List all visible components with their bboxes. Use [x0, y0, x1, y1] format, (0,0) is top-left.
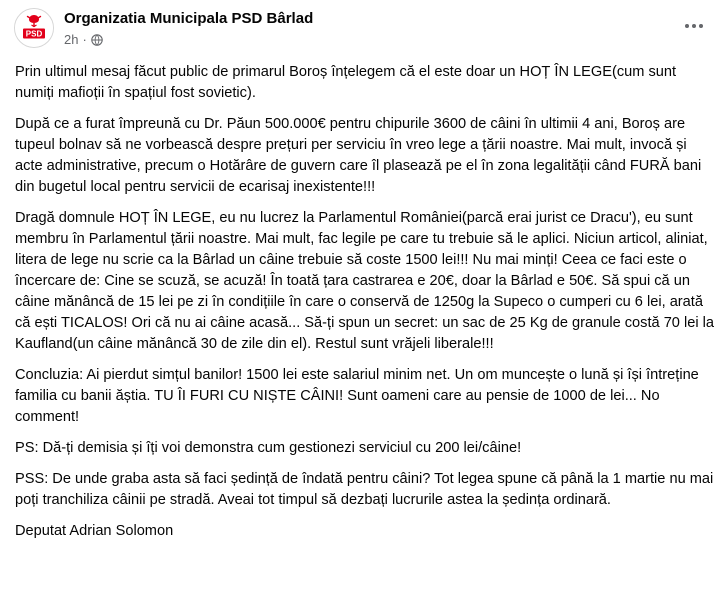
post-time[interactable]: 2h — [64, 32, 79, 47]
more-options-button[interactable] — [682, 14, 706, 38]
post-meta — [64, 32, 103, 47]
post-body — [15, 62, 715, 552]
post-header — [14, 8, 714, 52]
page-name[interactable]: Organizatia Municipala PSD Bârlad — [64, 10, 314, 27]
post-paragraph: PS: Dă-ți demisia și îți voi demonstra cum gestionezi serviciul cu 200 lei/câine! — [15, 440, 522, 456]
post-paragraph: Concluzia: Ai pierdut simțul banilor! 1500 lei este salariul minim net. Un om muncește o lună și își întreține familia cu banii ăștia. TU ÎI FURI CU NIȘTE CÂINI! Sunt oameni care au pensie de 1000 de lei... No comment! — [15, 367, 699, 425]
meta-separator: · — [82, 32, 87, 47]
globe-icon[interactable] — [91, 34, 103, 46]
psd-rose-logo-icon — [15, 9, 53, 47]
avatar-text: PSD — [25, 29, 43, 39]
post-paragraph: După ce a furat împreună cu Dr. Păun 500.000€ pentru chipurile 3600 de câini în ultimii 4 ani, Boroș are tupeul bolnav să ne vorbească despre prețuri per serviciu în vreo lege a țării noastre. Mai mult, invocă și acte administrative, precum o Hotărâre de guvern care îl plasează pe el în zona legalității când FURĂ bani din bugetul local pentru servicii de ecarisaj inexistente!!! — [15, 116, 702, 195]
more-options-icon — [684, 23, 704, 29]
post-signature: Deputat Adrian Solomon — [15, 523, 174, 539]
post-paragraph: PSS: De unde graba asta să faci ședință de îndată pentru câini? Tot legea spune că până la 1 martie nu mai poți tranchiliza câinii pe stradă. Aveai tot timpul să dezbați lucrurile astea la ședința ordinară. — [15, 471, 714, 508]
post-paragraph: Dragă domnule HOȚ ÎN LEGE, eu nu lucrez la Parlamentul României(parcă erai jurist ce Dracu'), eu sunt membru în Parlamentul țării noastre. Mai mult, fac legile pe care tu trebuie să le aplici. Niciun articol, aliniat, litera de lege nu scrie ca la Bârlad un câine trebuie să coste 1500 lei!!! Nu mai minți! Ceea ce faci este o încercare de: Cine se scuză, se acuză! În toată țara castrarea e 20€, doar la Bârlad e 50€. Să spui că un câine mănâncă de 15 lei pe zi în condițiile în care o conservă de 1250g la Supeco o cumperi cu 6 lei, arată că ești TICALOS! Ori că nu ai câine acasă... Să-ți spun un secret: un sac de 25 Kg de granule costă 70 lei la Kaufland(un câine mănâncă 30 de zile din el). Restul sunt vrăjeli liberale!!! — [15, 210, 714, 352]
post-paragraph: Prin ultimul mesaj făcut public de primarul Boroș înțelegem că el este doar un HOȚ ÎN LEGE(cum sunt numiți mafioții în spațiul fost sovietic). — [15, 64, 677, 101]
avatar[interactable] — [14, 8, 54, 48]
